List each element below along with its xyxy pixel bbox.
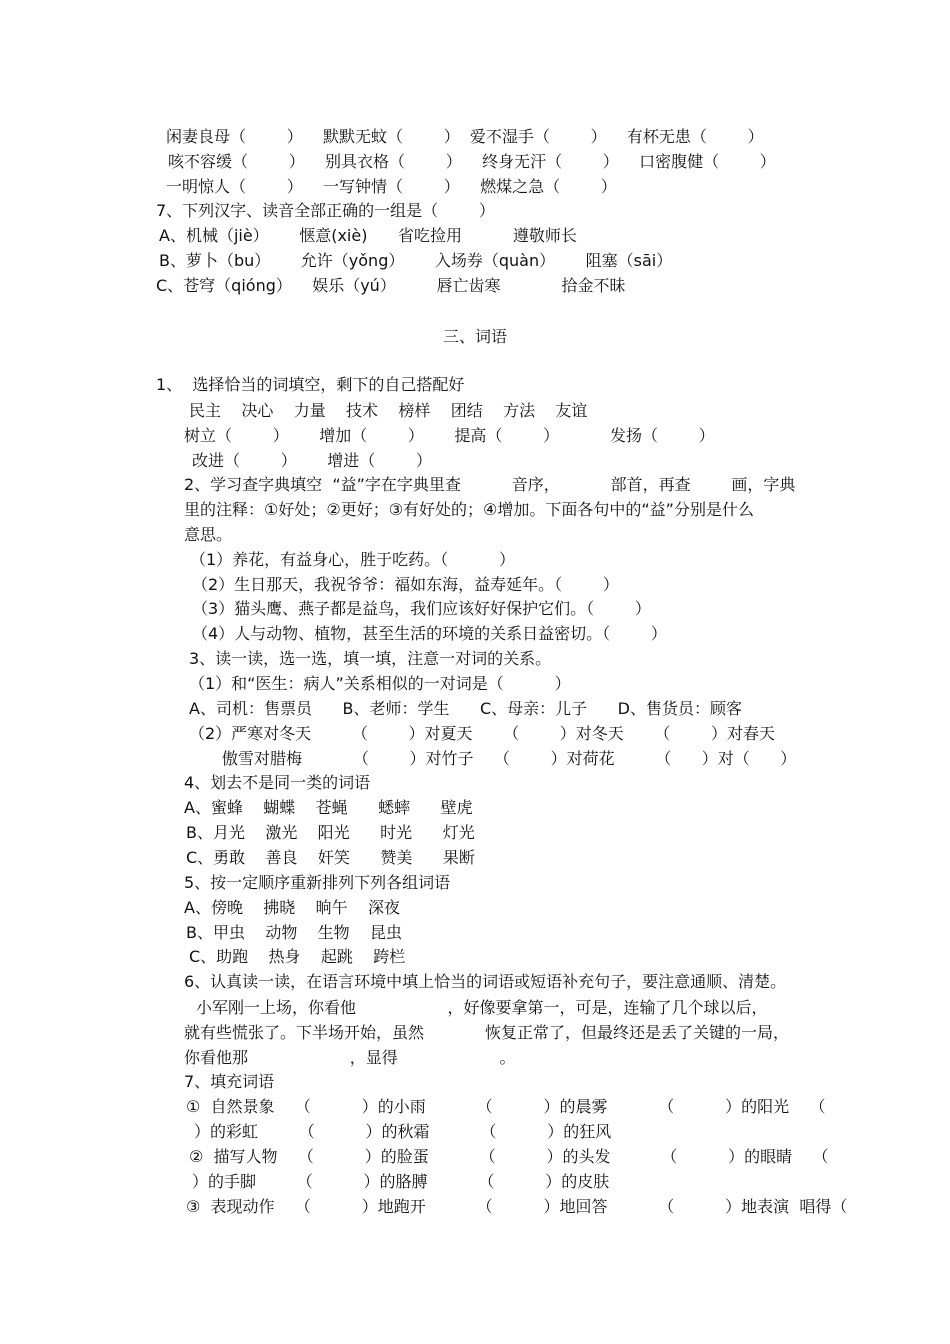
idiom-correction-line-2: 咳不容缓（ ） 别具衣格（ ） 终身无汗（ ） 口密腹健（ ）: [168, 152, 776, 171]
question-7b-nature-row-2: ）的彩虹 （ ）的秋霜 （ ）的狂风: [194, 1122, 612, 1141]
question-2-item-2: （2）生日那天，我祝爷爷：福如东海，益寿延年。（ ）: [192, 575, 619, 594]
question-3-part-2-row-1: （2）严寒对冬天 （ ）对夏天 （ ）对冬天 （ ）对春天: [189, 724, 775, 743]
question-5-option-c: C、助跑 热身 起跳 跨栏: [189, 947, 406, 966]
question-3-part-1: （1）和“医生：病人”关系相似的一对词是（ ）: [189, 674, 571, 693]
idiom-correction-line-1: 闲妻良母（ ） 默默无蚊（ ） 爱不湿手（ ） 有杯无患（ ）: [166, 127, 764, 146]
question-4-option-b: B、月光 激光 阳光 时光 灯光: [186, 823, 475, 842]
question-4-stem: 4、划去不是同一类的词语: [184, 773, 371, 792]
question-2-item-4: （4）人与动物、植物，甚至生活的环境的关系日益密切。（ ）: [192, 624, 667, 643]
question-6-passage-1: 小军刚一上场，你看他 ，好像要拿第一，可是，连输了几个球以后，: [196, 998, 768, 1017]
question-6-passage-2: 就有些慌张了。下半场开始，虽然 恢复正常了，但最终还是丢了关键的一局，: [184, 1023, 790, 1042]
question-1-blanks-row-1: 树立（ ） 增加（ ） 提高（ ） 发扬（ ）: [184, 426, 715, 445]
question-5-option-a: A、傍晚 拂晓 晌午 深夜: [184, 898, 400, 917]
question-3-part-1-options: A、司机：售票员 B、老师：学生 C、母亲：儿子 D、售货员：顾客: [189, 699, 742, 718]
question-7-option-b: B、萝卜（bu） 允许（yǒng） 入场券（quàn） 阻塞（sāi）: [159, 251, 673, 270]
question-7-option-c: C、苍穹（qióng） 娱乐（yú） 唇亡齿寒 拾金不昧: [156, 276, 626, 295]
question-1-stem: 1、 选择恰当的词填空，剩下的自己搭配好: [156, 375, 465, 394]
question-7-stem: 7、下列汉字、读音全部正确的一组是（ ）: [156, 201, 495, 220]
question-7b-people-row-1: ② 描写人物 （ ）的脸蛋 （ ）的头发 （ ）的眼睛 （: [189, 1147, 829, 1166]
question-5-option-b: B、甲虫 动物 生物 昆虫: [186, 923, 403, 942]
question-4-option-c: C、勇敢 善良 奸笑 赞美 果断: [186, 848, 475, 867]
question-3-part-2-row-2: 傲雪对腊梅 （ ）对竹子 （ ）对荷花 （ ）对（ ）: [222, 749, 797, 768]
question-7b-people-row-2: ）的手脚 （ ）的胳膊 （ ）的皮肤: [192, 1172, 610, 1191]
question-7b-nature-row-1: ① 自然景象 （ ）的小雨 （ ）的晨雾 （ ）的阳光 （: [186, 1097, 826, 1116]
question-4-option-a: A、蜜蜂 蝴蝶 苍蝇 蟋蟀 壁虎: [184, 798, 473, 817]
question-3-stem: 3、读一读，选一选，填一填，注意一对词的关系。: [189, 649, 552, 668]
question-2-item-3: （3）猫头鹰、燕子都是益鸟，我们应该好好保护它们。（ ）: [192, 599, 651, 618]
idiom-correction-line-3: 一明惊人（ ） 一写钟情（ ） 燃煤之急（ ）: [166, 177, 617, 196]
question-7b-action-row-1: ③ 表现动作 （ ）地跑开 （ ）地回答 （ ）地表演 唱得（: [186, 1197, 848, 1216]
question-6-stem: 6、认真读一读，在语言环境中填上恰当的词语或短语补充句子，要注意通顺、清楚。: [184, 972, 787, 991]
section-heading: 三、词语: [442, 327, 507, 346]
question-2-stem-end: 意思。: [184, 525, 233, 544]
question-5-stem: 5、按一定顺序重新排列下列各组词语: [184, 873, 451, 892]
question-7-option-a: A、机械（jiè） 惬意(xiè) 省吃捡用 遵敬师长: [159, 226, 577, 245]
question-7b-stem: 7、填充词语: [184, 1072, 275, 1091]
question-2-item-1: （1）养花，有益身心，胜于吃药。（ ）: [190, 550, 516, 569]
question-2-stem: 2、学习查字典填空 “益”字在字典里查 音序， 部首，再查 画，字典: [184, 475, 796, 494]
question-1-word-bank: 民主 决心 力量 技术 榜样 团结 方法 友谊: [189, 401, 588, 420]
question-6-passage-3: 你看他那 ，显得 。: [184, 1048, 516, 1067]
question-2-definitions: 里的注释：①好处；②更好；③有好处的；④增加。下面各句中的“益”分别是什么: [184, 500, 754, 519]
question-1-blanks-row-2: 改进（ ） 增进（ ）: [192, 451, 432, 470]
